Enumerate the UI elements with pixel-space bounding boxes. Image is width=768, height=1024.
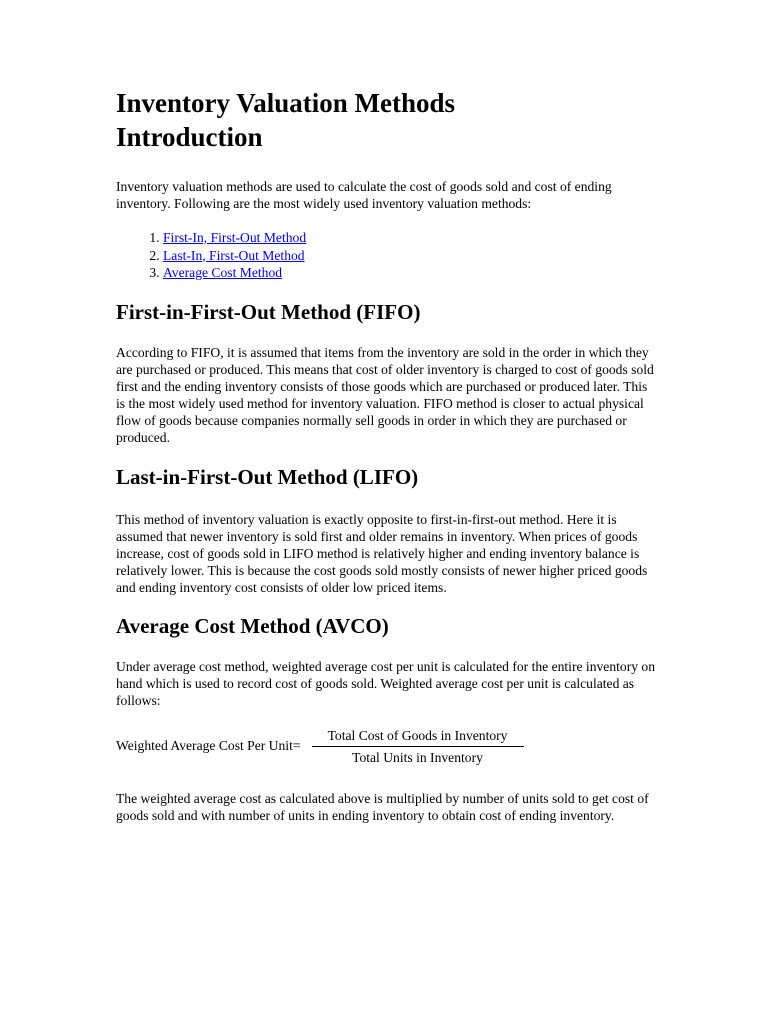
list-item	[163, 229, 656, 247]
weighted-average-formula	[116, 727, 656, 766]
formula-numerator: Total Cost of Goods in Inventory	[312, 727, 524, 747]
closing-paragraph: The weighted average cost as calculated above is multiplied by number of units sold to get cost of goods sold and with number of units in ending inventory to obtain cost of ending inventory.	[116, 790, 649, 823]
page-title	[116, 86, 656, 154]
list-item	[163, 264, 656, 282]
intro-paragraph: Inventory valuation methods are used to calculate the cost of goods sold and cost of ending inventory. Following are the most widely used inventory valuation methods:	[116, 179, 612, 211]
title-line-2: Introduction	[116, 122, 263, 152]
fifo-paragraph: According to FIFO, it is assumed that items from the inventory are sold in the order in which they are purchased or produced. This means that cost of older inventory is charged to cost of goods sold first and the ending inventory consists of those goods which are purchased or produced later. This is the most widely used method for inventory valuation. FIFO method is closer to actual physical flow of goods because companies normally sell goods in order in which they are purchased or produced.	[116, 344, 654, 445]
methods-list	[116, 229, 656, 282]
avco-heading: Average Cost Method (AVCO)	[116, 613, 389, 638]
formula-denominator: Total Units in Inventory	[352, 749, 483, 765]
lifo-paragraph: This method of inventory valuation is exactly opposite to first-in-first-out method. Here it is assumed that newer inventory is sold first and older remains in inventory. When prices of goods increase, cost of goods sold in LIFO method is relatively higher and ending inventory balance is relatively lower. This is because the cost goods sold mostly consists of newer higher priced goods and ending inventory cost consists of older low priced items.	[116, 511, 648, 595]
lifo-heading: Last-in-First-Out Method (LIFO)	[116, 464, 419, 489]
formula-label: Weighted Average Cost Per Unit=	[116, 738, 301, 753]
formula-fraction	[312, 727, 524, 766]
link-average-cost-method[interactable]: Average Cost Method	[163, 265, 283, 280]
link-lifo-method[interactable]: Last-In, First-Out Method	[163, 247, 305, 263]
list-item	[163, 247, 656, 265]
title-line-1: Inventory Valuation Methods	[116, 88, 456, 118]
fifo-heading: First-in-First-Out Method (FIFO)	[116, 299, 421, 324]
avco-paragraph: Under average cost method, weighted average cost per unit is calculated for the entire inventory on hand which is used to record cost of goods sold. Weighted average cost per unit is calculated as follows:	[116, 658, 656, 708]
link-fifo-method[interactable]: First-In, First-Out Method	[163, 230, 307, 245]
